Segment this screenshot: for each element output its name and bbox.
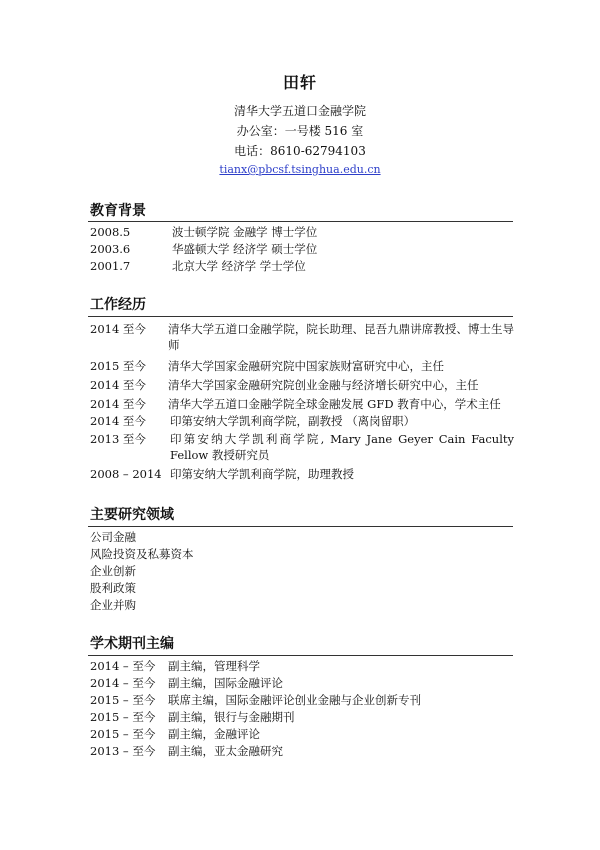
journal-date: 2014 – 至今: [90, 659, 156, 673]
email-link[interactable]: tianx@pbcsf.tsinghua.edu.cn: [219, 163, 381, 176]
affiliation: 清华大学五道口金融学院: [233, 104, 366, 118]
office-address: 办公室：一号楼 516 室: [236, 124, 364, 138]
work-text: 清华大学国家金融研究院创业金融与经济增长研究中心，主任: [168, 378, 479, 392]
work-date: 2008 – 2014: [90, 467, 162, 481]
journal-date: 2014 – 至今: [90, 676, 156, 690]
work-text: 清华大学五道口金融学院全球金融发展 GFD 教育中心，学术主任: [168, 397, 501, 411]
phone-number: 电话：8610-62794103: [234, 144, 366, 158]
work-date: 2014 至今: [90, 414, 146, 428]
research-item: 股利政策: [90, 581, 136, 595]
journals-title: 学术期刊主编: [90, 636, 174, 652]
journal-text: 副主编，亚太金融研究: [168, 744, 283, 758]
research-item: 企业创新: [90, 564, 136, 578]
work-date: 2014 至今: [90, 397, 146, 411]
journal-text: 副主编，银行与金融期刊: [168, 710, 295, 724]
work-text: 印第安纳大学凯利商学院，助理教授: [170, 467, 354, 481]
work-date: 2013 至今: [90, 432, 146, 446]
research-item: 风险投资及私募资本: [90, 547, 194, 561]
research-item: 企业并购: [90, 598, 136, 612]
work-item: [90, 431, 514, 465]
journal-date: 2013 – 至今: [90, 744, 156, 758]
education-date: 2001.7: [90, 259, 131, 273]
research-divider: [88, 526, 513, 527]
work-text: 清华大学五道口金融学院，院长助理、昆吾九鼎讲席教授、博士生导师: [168, 322, 514, 352]
journals-divider: [88, 655, 513, 656]
work-date: 2014 至今: [90, 378, 146, 392]
work-text: 印第安纳大学凯利商学院, Mary Jane Geyer Cain Faculty Fellow 教授研究员: [170, 432, 514, 462]
journal-date: 2015 – 至今: [90, 727, 156, 741]
journal-date: 2015 – 至今: [90, 693, 156, 707]
work-title: 工作经历: [90, 297, 146, 313]
journal-text: 副主编，国际金融评论: [168, 676, 283, 690]
journal-text: 副主编，管理科学: [168, 659, 260, 673]
education-text: 北京大学 经济学 学士学位: [172, 259, 306, 273]
work-date: 2014 至今: [90, 322, 146, 336]
education-divider: [88, 221, 513, 222]
journal-text: 联席主编，国际金融评论创业金融与企业创新专刊: [168, 693, 421, 707]
research-item: 公司金融: [90, 530, 136, 544]
education-date: 2003.6: [90, 242, 131, 256]
person-name: 田轩: [282, 73, 317, 92]
education-date: 2008.5: [90, 225, 131, 239]
research-title: 主要研究领域: [90, 507, 174, 523]
work-item: [90, 321, 514, 355]
education-title: 教育背景: [90, 203, 146, 219]
work-date: 2015 至今: [90, 359, 146, 373]
education-text: 波士顿学院 金融学 博士学位: [172, 225, 318, 239]
journal-date: 2015 – 至今: [90, 710, 156, 724]
work-text: 印第安纳大学凯利商学院，副教授 （离岗留职）: [170, 414, 416, 428]
education-text: 华盛顿大学 经济学 硕士学位: [172, 242, 318, 256]
work-divider: [88, 316, 513, 317]
work-text: 清华大学国家金融研究院中国家族财富研究中心，主任: [168, 359, 444, 373]
journal-text: 副主编，金融评论: [168, 727, 260, 741]
email-line: [0, 162, 600, 176]
